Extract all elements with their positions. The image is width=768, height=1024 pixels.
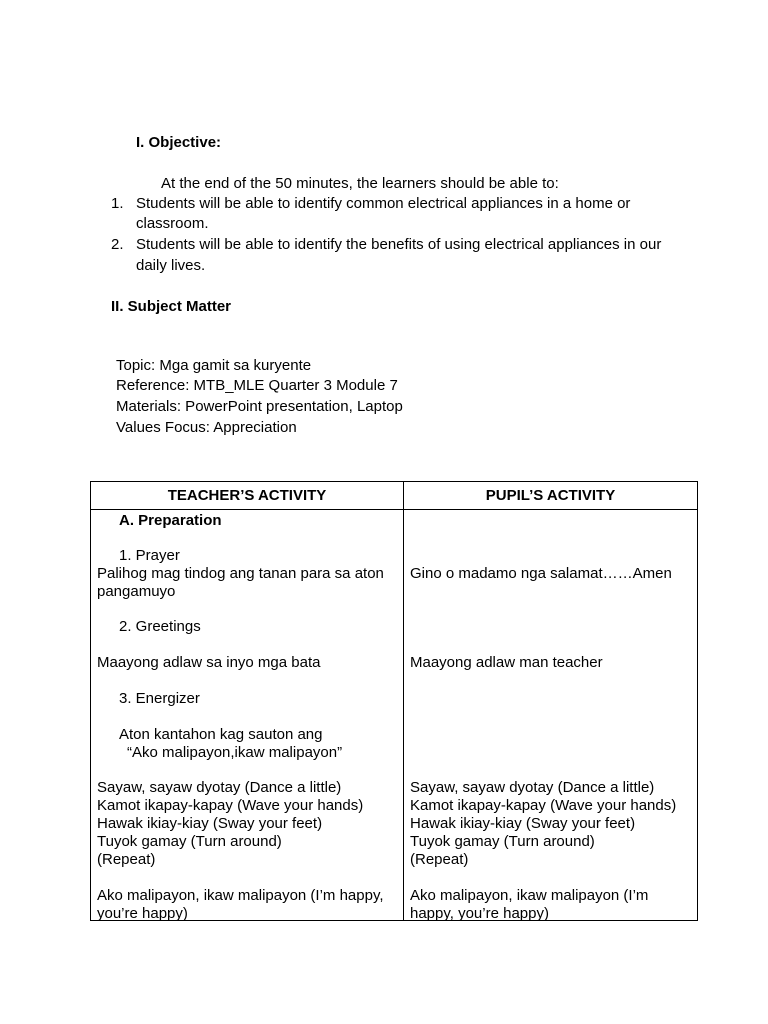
objective-intro: At the end of the 50 minutes, the learners should be able to: bbox=[161, 175, 559, 192]
pupil-activity-header: PUPIL’S ACTIVITY bbox=[404, 482, 698, 510]
energizer-title: 3. Energizer bbox=[119, 690, 200, 707]
list-item: Students will be able to identify common electrical appliances in a home or bbox=[136, 195, 631, 212]
table-row bbox=[91, 510, 698, 921]
preparation-heading: A. Preparation bbox=[119, 512, 222, 529]
reference-line: Reference: MTB_MLE Quarter 3 Module 7 bbox=[116, 377, 398, 394]
activity-table bbox=[90, 481, 698, 921]
prayer-text: Palihog mag tindog ang tanan para sa aton bbox=[97, 565, 384, 582]
list-item: Students will be able to identify the benefits of using electrical appliances in our bbox=[136, 236, 662, 253]
teacher-activity-cell bbox=[91, 510, 404, 921]
list-item-continued: classroom. bbox=[136, 215, 209, 232]
song-line: Hawak ikiay-kiay (Sway your feet) bbox=[410, 815, 636, 832]
closing-line: Ako malipayon, ikaw malipayon (I’m happy, bbox=[97, 887, 384, 904]
pupil-activity-cell bbox=[404, 510, 698, 921]
closing-line: Ako malipayon, ikaw malipayon (I’m bbox=[410, 887, 649, 904]
song-line: Tuyok gamay (Turn around) bbox=[97, 833, 282, 850]
topic-line: Topic: Mga gamit sa kuryente bbox=[116, 357, 312, 374]
song-line: (Repeat) bbox=[410, 851, 469, 868]
list-item-number: 2. bbox=[111, 236, 124, 253]
song-line: Kamot ikapay-kapay (Wave your hands) bbox=[97, 797, 364, 814]
energizer-text: Aton kantahon kag sauton ang bbox=[119, 726, 323, 743]
prayer-text-continued: pangamuyo bbox=[97, 583, 176, 600]
song-line: Sayaw, sayaw dyotay (Dance a little) bbox=[97, 779, 342, 796]
materials-line: Materials: PowerPoint presentation, Laptop bbox=[116, 398, 403, 415]
teacher-activity-header: TEACHER’S ACTIVITY bbox=[91, 482, 404, 510]
values-focus-line: Values Focus: Appreciation bbox=[116, 419, 297, 436]
table-header-row bbox=[91, 482, 698, 510]
list-item-continued: daily lives. bbox=[136, 257, 206, 274]
song-line: Kamot ikapay-kapay (Wave your hands) bbox=[410, 797, 677, 814]
objective-heading: I. Objective: bbox=[136, 134, 222, 151]
greetings-text: Maayong adlaw sa inyo mga bata bbox=[97, 654, 321, 671]
song-line: Sayaw, sayaw dyotay (Dance a little) bbox=[410, 779, 655, 796]
song-line: Tuyok gamay (Turn around) bbox=[410, 833, 595, 850]
prayer-title: 1. Prayer bbox=[119, 547, 180, 564]
greetings-response: Maayong adlaw man teacher bbox=[410, 654, 603, 671]
closing-line-continued: happy, you’re happy) bbox=[410, 905, 549, 922]
song-line: (Repeat) bbox=[97, 851, 156, 868]
greetings-title: 2. Greetings bbox=[119, 618, 201, 635]
song-title: “Ako malipayon,ikaw malipayon” bbox=[127, 744, 343, 761]
subject-matter-heading: II. Subject Matter bbox=[111, 298, 232, 315]
list-item-number: 1. bbox=[111, 195, 124, 212]
prayer-response: Gino o madamo nga salamat……Amen bbox=[410, 565, 672, 582]
closing-line-continued: you’re happy) bbox=[97, 905, 188, 922]
song-line: Hawak ikiay-kiay (Sway your feet) bbox=[97, 815, 323, 832]
